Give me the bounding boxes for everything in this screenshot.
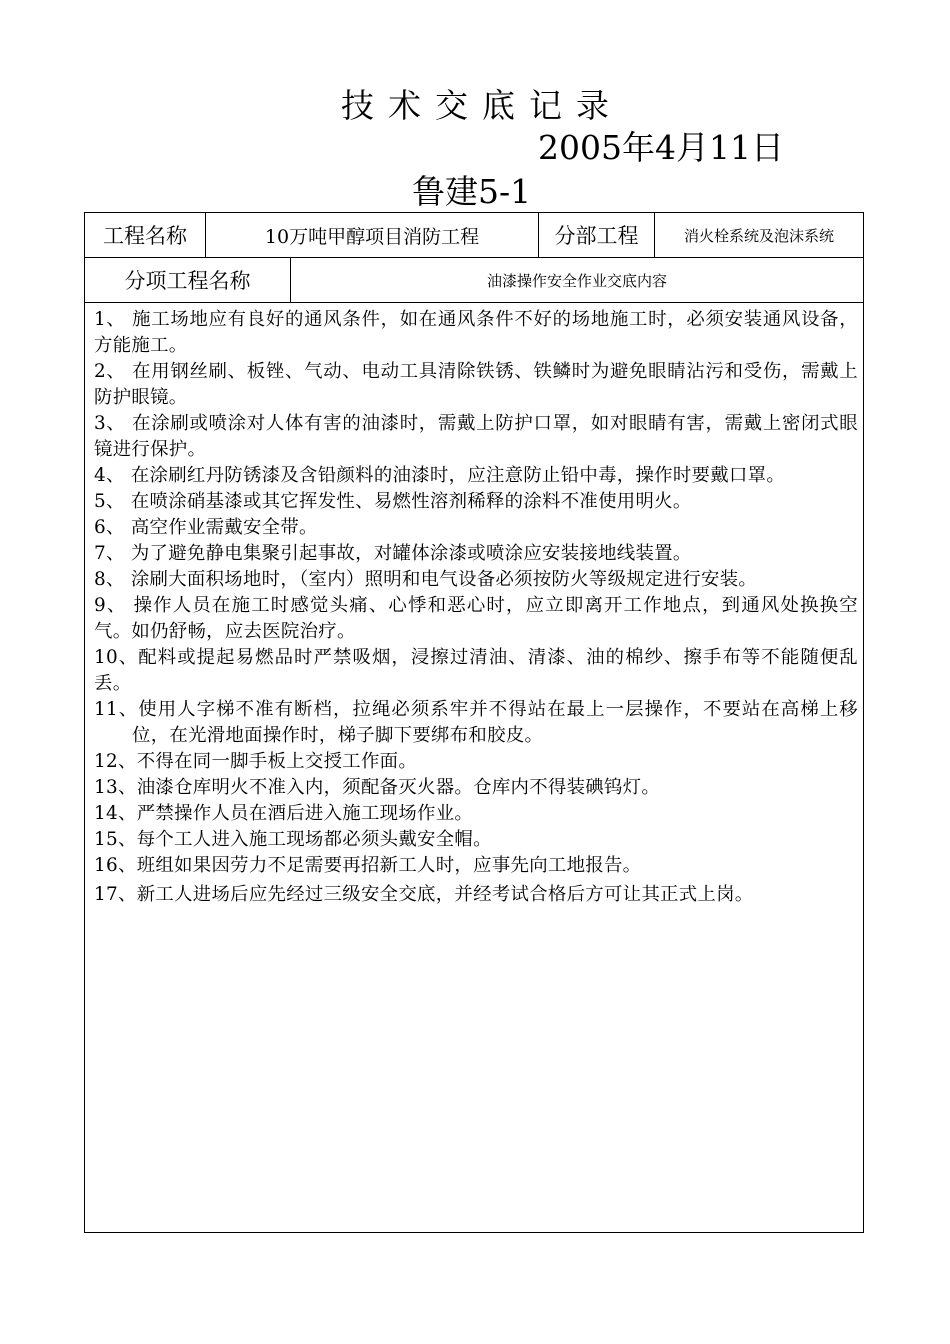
instruction-item: 1、 施工场地应有良好的通风条件，如在通风条件不好的场地施工时，必须安装通风设备，方能施工。: [94, 309, 858, 356]
instruction-item: 10、配料或提起易燃品时严禁吸烟，浸擦过清油、清漆、油的棉纱、擦手布等不能随便乱丢。: [94, 647, 858, 694]
subitem-label: 分项工程名称: [85, 258, 291, 302]
instruction-item: 2、 在用钢丝刷、板锉、气动、电动工具清除铁锈、铁鳞时为避免眼睛沾污和受伤，需戴上防护眼镜。: [94, 361, 858, 408]
instruction-item: 13、油漆仓库明火不准入内，须配备灭火器。仓库内不得装碘钨灯。: [94, 777, 661, 798]
instruction-item: 9、 操作人员在施工时感觉头痛、心悸和恶心时，应立即离开工作地点，到通风处换换空气。如仍舒畅，应去医院治疗。: [94, 595, 858, 642]
instruction-list: [94, 307, 858, 911]
project-name-value: 10万吨甲醇项目消防工程: [206, 213, 539, 257]
project-name-label: 工程名称: [85, 213, 206, 257]
instruction-item: 4、 在涂刷红丹防锈漆及含铅颜料的油漆时，应注意防止铅中毒，操作时要戴口罩。: [94, 465, 786, 486]
document-date: 2005年4月11日: [538, 128, 784, 167]
instruction-item: 6、 高空作业需戴安全带。: [94, 517, 318, 538]
instruction-item: 12、不得在同一脚手板上交授工作面。: [94, 751, 418, 772]
record-table: [84, 212, 864, 1233]
subitem-value: 油漆操作安全作业交底内容: [486, 271, 667, 290]
form-code: 鲁建5-1: [412, 172, 532, 211]
instruction-item: 11、使用人字梯不准有断档，拉绳必须系牢并不得站在最上一层操作，不要站在高梯上移位，在光滑地面操作时，梯子脚下要绑布和胶皮。: [94, 699, 858, 746]
instruction-item: 3、 在涂刷或喷涂对人体有害的油漆时，需戴上防护口罩，如对眼睛有害，需戴上密闭式眼镜进行保护。: [94, 413, 858, 460]
project-row: [85, 213, 863, 258]
document-title: 技术交底记录: [341, 86, 623, 125]
instruction-item: 16、班组如果因劳力不足需要再招新工人时，应事先向工地报告。: [94, 855, 642, 876]
division-value: 消火栓系统及泡沫系统: [683, 226, 834, 245]
instruction-item: 7、 为了避免静电集聚引起事故，对罐体涂漆或喷涂应安装接地线装置。: [94, 543, 692, 564]
instruction-item: 15、每个工人进入施工现场都必须头戴安全帽。: [94, 829, 492, 850]
instruction-item: 17、新工人进场后应先经过三级安全交底，并经考试合格后方可让其正式上岗。: [94, 884, 754, 905]
instruction-item: 8、 涂刷大面积场地时，（室内）照明和电气设备必须按防火等级规定进行安装。: [94, 569, 758, 590]
instruction-item: 5、 在喷涂硝基漆或其它挥发性、易燃性溶剂稀释的涂料不准使用明火。: [94, 491, 692, 512]
subitem-row: [85, 258, 863, 303]
division-label: 分部工程: [539, 213, 655, 257]
instruction-item: 14、严禁操作人员在酒后进入施工现场作业。: [94, 803, 474, 824]
